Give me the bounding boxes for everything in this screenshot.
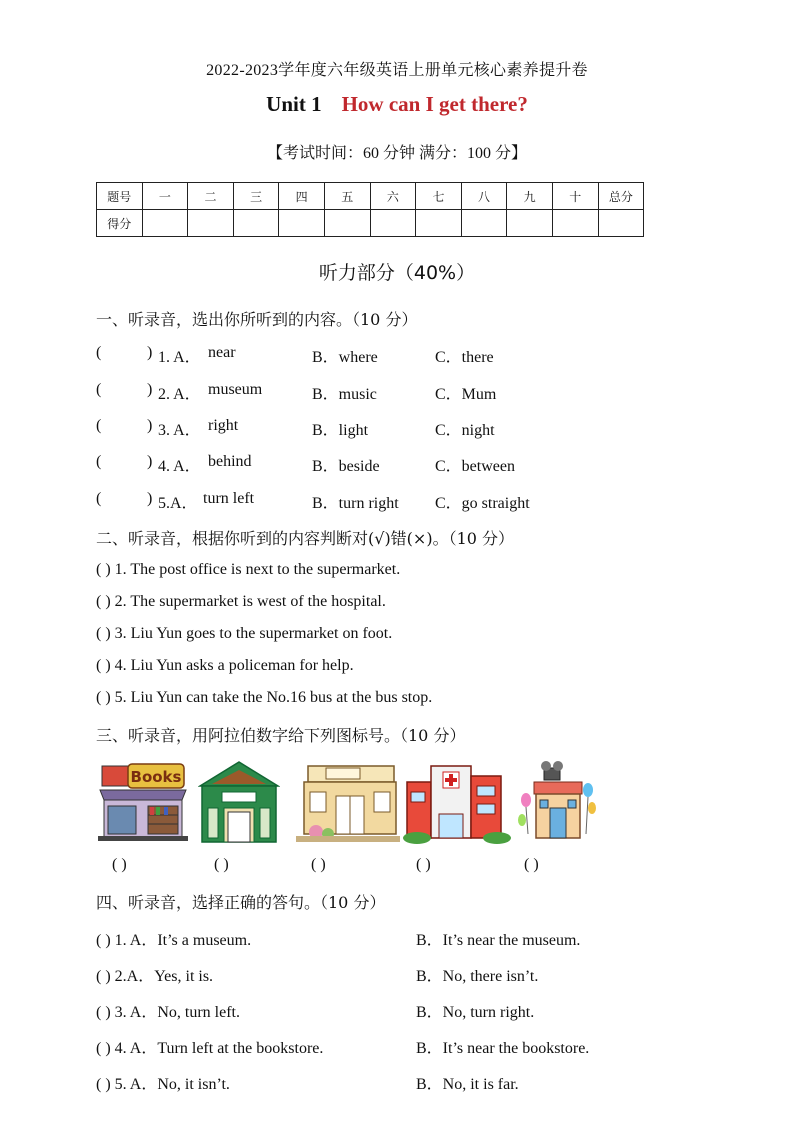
- score-cell: 十: [552, 183, 598, 210]
- option-b: B．beside: [312, 458, 380, 475]
- score-cell: 七: [416, 183, 462, 210]
- answer-blank[interactable]: ( ): [112, 856, 127, 873]
- paren-open: (: [96, 417, 102, 434]
- option-a: near: [208, 344, 236, 361]
- item-number: 5.A．: [158, 495, 198, 512]
- score-cell: 四: [279, 183, 325, 210]
- section2-heading: 二、听录音，根据你听到的内容判断对(√)错(×)。（10 分）: [96, 529, 515, 548]
- bookstore-picture: [98, 760, 188, 842]
- books-sign-text: Books: [130, 768, 182, 786]
- section4-item-right: B．No, it is far.: [416, 1076, 519, 1093]
- score-input-cell[interactable]: [324, 210, 370, 237]
- exam-time-info: 【考试时间：60 分钟 满分：100 分】: [266, 145, 527, 162]
- option-b: B．music: [312, 386, 377, 403]
- paren-close: ): [147, 417, 153, 434]
- section2-item: ( ) 4. Liu Yun asks a policeman for help.: [96, 657, 354, 674]
- post-office-picture: [198, 760, 280, 844]
- item-number: 1. A．: [158, 349, 201, 366]
- score-input-cell[interactable]: [507, 210, 553, 237]
- score-input-cell[interactable]: [233, 210, 279, 237]
- score-input-cell[interactable]: [370, 210, 416, 237]
- answer-blank[interactable]: ( ): [416, 856, 431, 873]
- option-a: behind: [208, 453, 252, 470]
- unit-number: Unit 1: [266, 92, 322, 116]
- option-c: C．night: [435, 422, 495, 439]
- score-cell: 六: [370, 183, 416, 210]
- option-c: C．between: [435, 458, 515, 475]
- score-table-header-row: [97, 183, 644, 210]
- section2-item: ( ) 3. Liu Yun goes to the supermarket on foot.: [96, 625, 393, 642]
- option-c: C．Mum: [435, 386, 497, 403]
- section4-item-left: ( ) 3. A．No, turn left.: [96, 1004, 240, 1021]
- score-cell: 五: [324, 183, 370, 210]
- section4-item-right: B．It’s near the museum.: [416, 932, 581, 949]
- section4-item-right: B．No, turn right.: [416, 1004, 535, 1021]
- section4-item-right: B．It’s near the bookstore.: [416, 1040, 590, 1057]
- option-a: right: [208, 417, 239, 434]
- paren-open: (: [96, 344, 102, 361]
- section4-item-left: ( ) 1. A．It’s a museum.: [96, 932, 252, 949]
- option-b: B．turn right: [312, 495, 399, 512]
- item-number: 4. A．: [158, 458, 201, 475]
- score-input-cell[interactable]: [416, 210, 462, 237]
- cinema-picture: [516, 760, 598, 844]
- option-a: museum: [208, 381, 263, 398]
- paren-open: (: [96, 381, 102, 398]
- option-c: C．go straight: [435, 495, 530, 512]
- unit-question: How can I get there?: [341, 92, 528, 116]
- paren-close: ): [147, 381, 153, 398]
- item-number: 2. A．: [158, 386, 201, 403]
- score-cell: 一: [142, 183, 188, 210]
- paren-open: (: [96, 453, 102, 470]
- score-input-cell[interactable]: [188, 210, 234, 237]
- score-input-cell[interactable]: [461, 210, 507, 237]
- score-input-cell[interactable]: [552, 210, 598, 237]
- score-table: [96, 182, 644, 237]
- score-table-score-row: [97, 210, 644, 237]
- item-number: 3. A．: [158, 422, 201, 439]
- answer-blank[interactable]: ( ): [214, 856, 229, 873]
- score-input-cell[interactable]: [598, 210, 644, 237]
- section4-item-left: ( ) 5. A．No, it isn’t.: [96, 1076, 230, 1093]
- section3-heading: 三、听录音，用阿拉伯数字给下列图标号。（10 分）: [96, 726, 466, 745]
- paren-open: (: [96, 490, 102, 507]
- hospital-picture: [403, 760, 511, 844]
- section4-heading: 四、听录音，选择正确的答句。（10 分）: [96, 893, 386, 912]
- section2-item: ( ) 5. Liu Yun can take the No.16 bus at the bus stop.: [96, 689, 433, 706]
- section1-heading: 一、听录音，选出你所听到的内容。（10 分）: [96, 310, 418, 329]
- score-cell: 二: [188, 183, 234, 210]
- score-input-cell[interactable]: [142, 210, 188, 237]
- listening-part-title: 听力部分（40%）: [318, 262, 476, 284]
- answer-blank[interactable]: ( ): [524, 856, 539, 873]
- answer-blank[interactable]: ( ): [311, 856, 326, 873]
- score-cell: 八: [461, 183, 507, 210]
- score-cell: 九: [507, 183, 553, 210]
- section2-item: ( ) 1. The post office is next to the supermarket.: [96, 561, 401, 578]
- score-cell: 题号: [97, 183, 143, 210]
- paren-close: ): [147, 344, 153, 361]
- option-b: B．where: [312, 349, 378, 366]
- museum-picture: [296, 760, 400, 844]
- section4-item-left: ( ) 4. A．Turn left at the bookstore.: [96, 1040, 324, 1057]
- exam-supertitle: 2022-2023学年度六年级英语上册单元核心素养提升卷: [206, 62, 588, 79]
- score-cell: 总分: [598, 183, 644, 210]
- paren-close: ): [147, 490, 153, 507]
- score-input-cell[interactable]: [279, 210, 325, 237]
- option-a: turn left: [203, 490, 255, 507]
- paren-close: ): [147, 453, 153, 470]
- section2-item: ( ) 2. The supermarket is west of the hospital.: [96, 593, 386, 610]
- section4-item-right: B．No, there isn’t.: [416, 968, 539, 985]
- section4-item-left: ( ) 2.A．Yes, it is.: [96, 968, 214, 985]
- option-c: C．there: [435, 349, 494, 366]
- score-cell: 三: [233, 183, 279, 210]
- unit-title: [0, 92, 794, 117]
- option-b: B．light: [312, 422, 369, 439]
- score-row-label: 得分: [97, 210, 143, 237]
